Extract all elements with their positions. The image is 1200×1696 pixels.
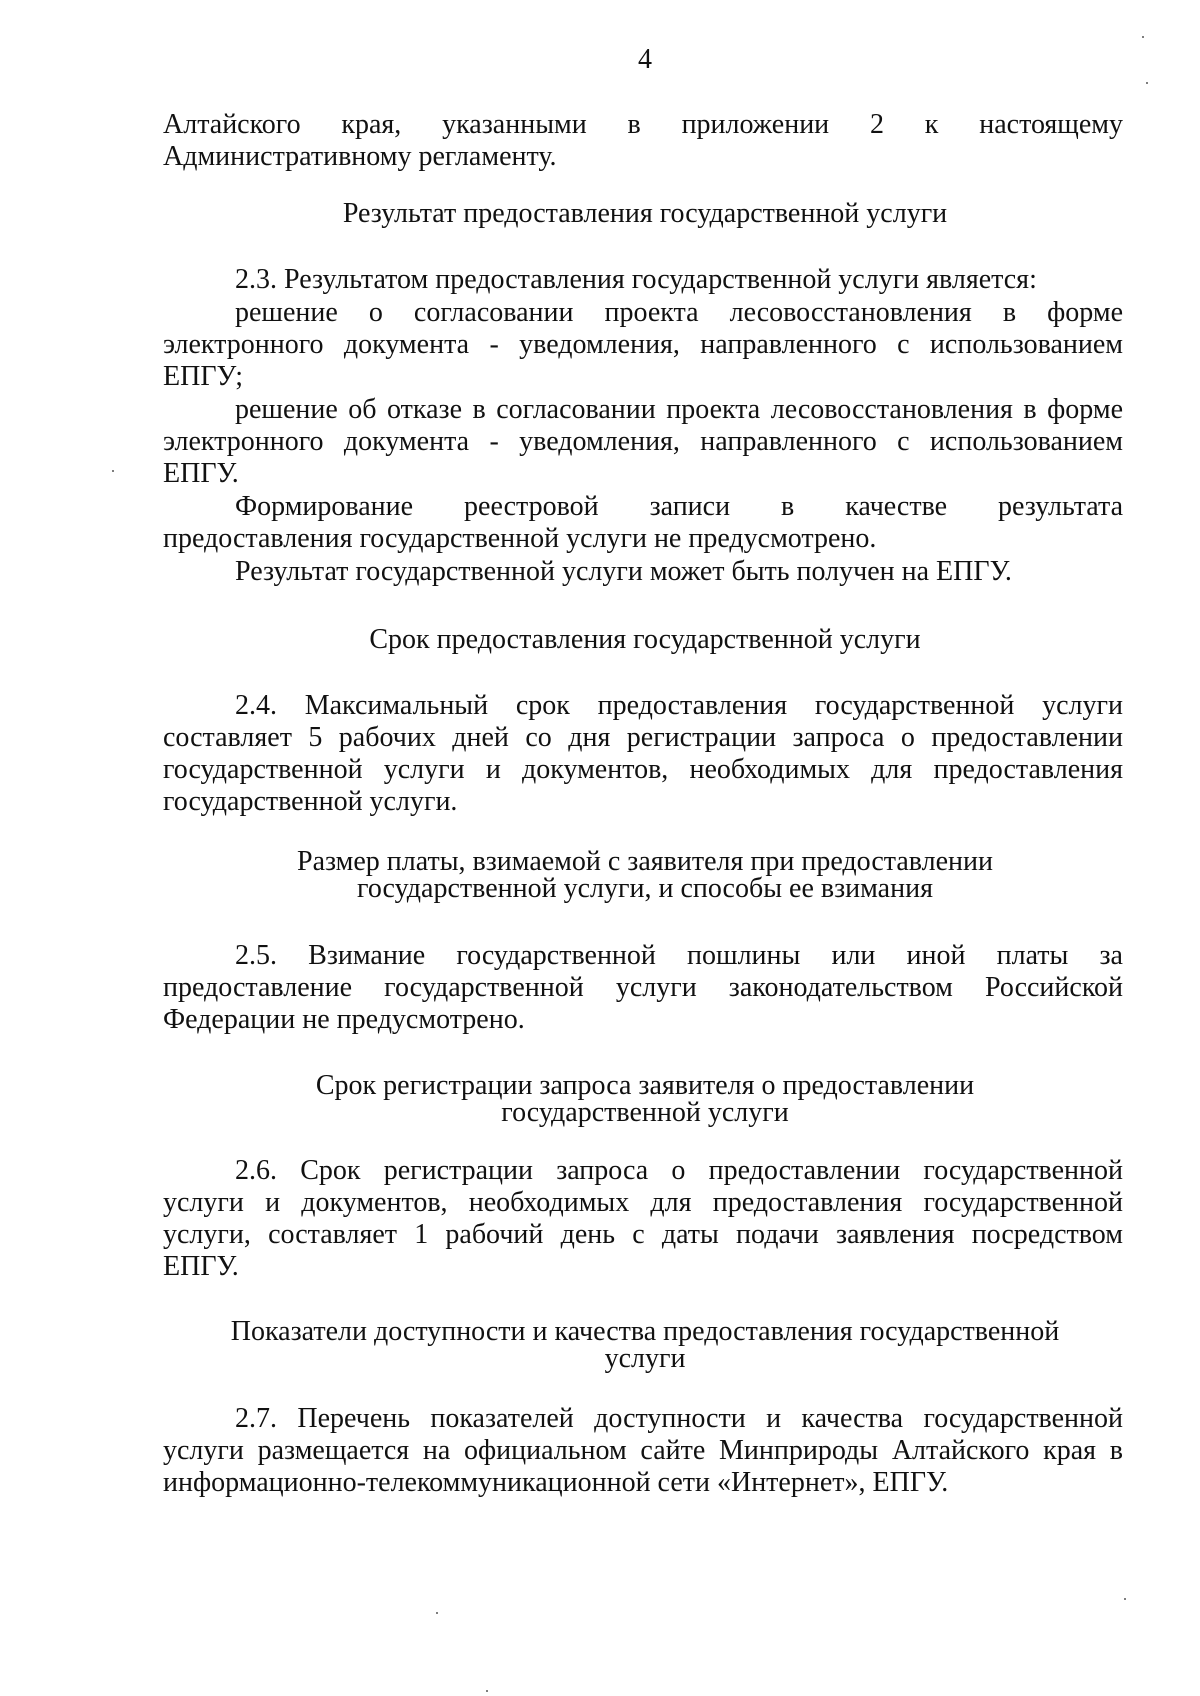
text-line: услуги размещается на официальном сайте Минприроды Алтайского края в [163,1435,1123,1466]
heading-line: Показатели доступности и качества предоставления государственной [230,1316,1060,1347]
page-number: 4 [638,44,652,75]
paragraph-2-7 [163,1403,1123,1499]
text-line: 2.6. Срок регистрации запроса о предоставлении государственной [235,1155,1123,1186]
scan-speck [1124,1598,1126,1600]
text-line: услуги, составляет 1 рабочий день с даты подачи заявления посредством [163,1219,1123,1250]
text-line: информационно-телекоммуникационной сети «Интернет», ЕПГУ. [163,1467,949,1498]
text-line: электронного документа - уведомления, направленного с использованием [163,426,1123,457]
text-line: ЕПГУ; [163,361,244,392]
section-heading-registration [0,1072,1200,1126]
paragraph-2-3 [163,264,1123,296]
paragraph-decision-approve [163,297,1123,393]
heading-line: государственной услуги [501,1097,789,1128]
heading-line: услуги [604,1343,686,1374]
heading-line: государственной услуги, и способы ее взимания [357,873,933,904]
text-line: Результат государственной услуги может быть получен на ЕПГУ. [235,556,1012,587]
text-line: решение о согласовании проекта лесовосстановления в форме [235,297,1123,328]
text-line: 2.3. Результатом предоставления государственной услуги является: [235,264,1037,295]
text-line: 2.7. Перечень показателей доступности и качества государственной [235,1403,1123,1434]
text-line: государственной услуги и документов, необходимых для предоставления [163,754,1123,785]
scan-speck [112,470,114,472]
text-line: Федерации не предусмотрено. [163,1004,525,1035]
paragraph-2-5 [163,940,1123,1036]
text-line: 2.5. Взимание государственной пошлины или иной платы за [235,940,1123,971]
text-line: Административному регламенту. [163,141,557,172]
text-line: предоставление государственной услуги законодательством Российской [163,972,1123,1003]
scan-speck [1142,36,1144,38]
section-heading-quality [0,1318,1200,1372]
heading-line: Размер платы, взимаемой с заявителя при предоставлении [297,846,993,877]
section-heading-result: Результат предоставления государственной услуги [342,198,948,229]
text-line: ЕПГУ. [163,1251,239,1282]
intro-paragraph [163,109,1123,173]
paragraph-registry [163,491,1123,555]
text-line: Алтайского края, указанными в приложении 2 к настоящему [163,109,1123,140]
text-line: ЕПГУ. [163,458,239,489]
text-line: услуги и документов, необходимых для предоставления государственной [163,1187,1123,1218]
paragraph-2-6 [163,1155,1123,1283]
scan-speck [486,1690,488,1692]
text-line: электронного документа - уведомления, направленного с использованием [163,329,1123,360]
section-heading-fee [0,848,1200,902]
heading-line: Срок регистрации запроса заявителя о предоставлении [315,1070,975,1101]
paragraph-obtain [163,556,1123,588]
text-line: Формирование реестровой записи в качестве результата [235,491,1123,522]
text-line: составляет 5 рабочих дней со дня регистрации запроса о предоставлении [163,722,1123,753]
scan-speck [1146,82,1148,84]
text-line: государственной услуги. [163,786,458,817]
paragraph-2-4 [163,690,1123,818]
text-line: предоставления государственной услуги не предусмотрено. [163,523,877,554]
text-line: решение об отказе в согласовании проекта лесовосстановления в форме [235,394,1123,425]
paragraph-decision-refuse [163,394,1123,490]
text-line: 2.4. Максимальный срок предоставления государственной услуги [235,690,1123,721]
section-heading-term: Срок предоставления государственной услуги [369,624,921,655]
scan-speck [436,1612,438,1614]
